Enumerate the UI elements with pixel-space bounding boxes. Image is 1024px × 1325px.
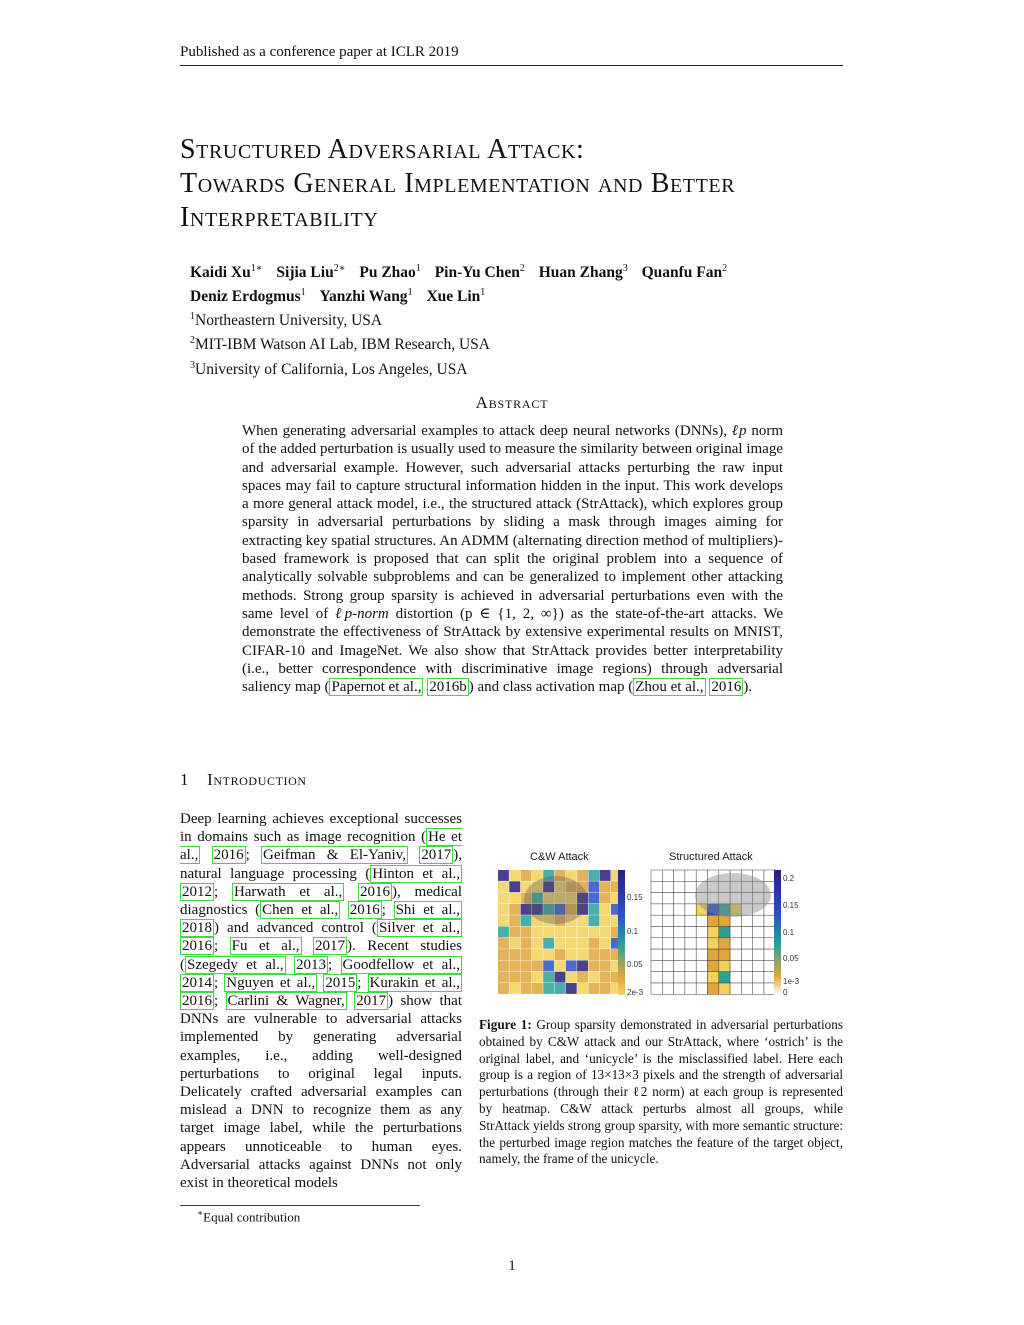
running-header: Published as a conference paper at ICLR 2019 xyxy=(180,44,843,66)
paper-title xyxy=(180,133,860,235)
heatmap-cell xyxy=(521,870,532,881)
colorbar-tick: 0.15 xyxy=(627,893,643,902)
title-line-2: Towards General Implementation and Better xyxy=(180,168,736,199)
heatmap-cell xyxy=(674,904,685,915)
heatmap-cell xyxy=(498,927,509,938)
heatmap-cell xyxy=(764,949,775,960)
heatmap-cell xyxy=(600,972,611,983)
heatmap-cell xyxy=(509,949,520,960)
heatmap-cell xyxy=(566,949,577,960)
heatmap-cell xyxy=(651,938,662,949)
heatmap-cell xyxy=(555,983,566,994)
heatmap-cell xyxy=(566,972,577,983)
citation-link[interactable]: 2012 xyxy=(182,883,212,900)
heatmap-cell xyxy=(730,938,741,949)
citation-link[interactable]: Geifman & El-Yaniv, xyxy=(263,847,406,864)
figure-heatmaps xyxy=(478,845,844,1005)
heatmap-cell xyxy=(577,938,588,949)
citation-link[interactable]: 2016 xyxy=(349,902,380,919)
heatmap-cell xyxy=(498,983,509,994)
heatmap-cell xyxy=(532,972,543,983)
heatmap-cell xyxy=(674,870,685,881)
citation-link[interactable]: Shi et al., xyxy=(395,902,460,919)
heatmap-cell xyxy=(532,938,543,949)
heatmap-cell xyxy=(662,915,673,926)
heatmap-cell xyxy=(600,904,611,915)
heatmap-cell xyxy=(509,972,520,983)
heatmap-cell xyxy=(600,870,611,881)
heatmap-cell xyxy=(532,949,543,960)
heatmap-cell xyxy=(521,949,532,960)
heatmap-cell xyxy=(651,983,662,994)
heatmap-cell xyxy=(764,983,775,994)
title-line-1: Structured Adversarial Attack: xyxy=(180,134,585,165)
heatmap-cell xyxy=(543,983,554,994)
heatmap-cell xyxy=(708,927,719,938)
author-block xyxy=(190,259,850,380)
heatmap-cell xyxy=(719,927,730,938)
citation-link[interactable]: Harwath et al., xyxy=(233,883,343,900)
affiliation: $^3$University of California, Los Angeles, USA xyxy=(190,359,468,378)
heatmap-cell xyxy=(588,870,599,881)
heatmap-cell xyxy=(600,881,611,892)
heatmap-cell xyxy=(588,881,599,892)
title-line-3: Interpretability xyxy=(180,202,379,233)
heatmap-cell xyxy=(498,893,509,904)
heatmap-cell xyxy=(662,893,673,904)
heatmap-cell xyxy=(685,983,696,994)
citation-link[interactable]: 2013 xyxy=(296,956,326,973)
heatmap-cell xyxy=(753,927,764,938)
heatmap-cell xyxy=(696,949,707,960)
heatmap-cell xyxy=(555,960,566,971)
colorbar-tick: 0.1 xyxy=(627,927,639,936)
heatmap-cell xyxy=(753,915,764,926)
heatmap-cell xyxy=(696,938,707,949)
colorbar-tick: 0.15 xyxy=(783,901,799,910)
heatmap-cell xyxy=(498,904,509,915)
heatmap-cell xyxy=(577,949,588,960)
heatmap-cell xyxy=(674,927,685,938)
heatmap-cell xyxy=(674,881,685,892)
heatmap-cell xyxy=(509,927,520,938)
heatmap-cell xyxy=(753,972,764,983)
heatmap-cell xyxy=(662,960,673,971)
heatmap-cell xyxy=(730,972,741,983)
heatmap-cell xyxy=(719,972,730,983)
affiliation: $^1$Northeastern University, USA xyxy=(190,311,383,330)
footnote-rule xyxy=(180,1205,420,1206)
colorbar-tick: 0 xyxy=(783,988,788,997)
heatmap-cell xyxy=(685,960,696,971)
heatmap-cell xyxy=(719,949,730,960)
author-line-1 xyxy=(190,259,850,283)
figure-1 xyxy=(478,845,844,1005)
left-panel-title: C&W Attack xyxy=(530,851,589,863)
heatmap-cell xyxy=(509,881,520,892)
heatmap-cell xyxy=(509,983,520,994)
intro-text: Deep learning achieves exceptional successes in domains such as image recognition ( He et al., 2016 ; Geifman & El-Yaniv, 2017 ), natural language processing ( Hinton et al., 2012 ; Harwath et al., 2016 ), medical diagnostics ( Chen et al., 2016 ; Shi et al., 2018 ) and advanced control ( Silver et al., 2016 ; Fu et al., 2017 ). Recent studies ( Szegedy et al., 2013 ; Goodfellow et al., 2014 ; Nguyen et al., 2015 ; Kurakin et al., 2016 ; Carlini & Wagner, 2017 ) show that DNNs are vulnerable to adversarial attacks implemented by generating adversarial examples, i.e., adding well-designed perturbations to original legal inputs. Delicately crafted adversarial examples can mislead a DNN to recognize them as any target image label, while the perturbations appears unnoticeable to human eyes. Adversarial attacks against DNNs not only exist in theoretical models xyxy=(180,811,463,1192)
heatmap-cell xyxy=(588,972,599,983)
citation-link[interactable]: Papernot et al., xyxy=(331,679,422,696)
heatmap-cell xyxy=(600,893,611,904)
heatmap-cell xyxy=(498,870,509,881)
citation-link[interactable]: Kurakin et al., xyxy=(369,974,461,991)
heatmap-cell xyxy=(719,938,730,949)
citation-link[interactable]: 2017 xyxy=(356,993,387,1010)
heatmap-cell xyxy=(696,915,707,926)
heatmap-cell xyxy=(543,938,554,949)
heatmap-cell xyxy=(509,870,520,881)
heatmap-cell xyxy=(577,983,588,994)
author-name: Sijia Liu$^{2∗}$ xyxy=(276,263,346,282)
colorbar-tick: 0.1 xyxy=(783,928,795,937)
heatmap-cell xyxy=(753,960,764,971)
heatmap-cell xyxy=(651,870,662,881)
heatmap-cell xyxy=(498,915,509,926)
heatmap-cell xyxy=(566,938,577,949)
heatmap-cell xyxy=(600,949,611,960)
heatmap-cell xyxy=(741,915,752,926)
heatmap-cell xyxy=(651,972,662,983)
author-name: Huan Zhang$^3$ xyxy=(538,263,628,282)
citation-link[interactable]: Fu et al., xyxy=(231,938,300,955)
heatmap-cell xyxy=(600,927,611,938)
citation-link[interactable]: 2014 xyxy=(182,974,212,991)
heatmap-cell xyxy=(741,949,752,960)
citation-link[interactable]: Carlini & Wagner, xyxy=(227,993,345,1010)
page-number: 1 xyxy=(508,1258,516,1274)
heatmap-cell xyxy=(708,915,719,926)
citation-link[interactable]: He et al., xyxy=(180,829,462,864)
heatmap-cell xyxy=(588,938,599,949)
heatmap-cell xyxy=(509,893,520,904)
citation-link[interactable]: 2016 xyxy=(213,847,244,864)
heatmap-cell xyxy=(498,949,509,960)
heatmap-cell xyxy=(566,927,577,938)
heatmap-cell xyxy=(651,893,662,904)
author-name: Yanzhi Wang$^1$ xyxy=(319,287,413,306)
heatmap-cell xyxy=(577,927,588,938)
heatmap-cell xyxy=(662,949,673,960)
heatmap-cell xyxy=(730,983,741,994)
heatmap-cell xyxy=(662,870,673,881)
heatmap-cell xyxy=(588,927,599,938)
heatmap-cell xyxy=(577,960,588,971)
heatmap-cell xyxy=(753,938,764,949)
heatmap-cell xyxy=(651,949,662,960)
heatmap-cell xyxy=(730,960,741,971)
heatmap-cell xyxy=(588,983,599,994)
heatmap-cell xyxy=(685,904,696,915)
heatmap-cell xyxy=(588,960,599,971)
author-name: Xue Lin$^1$ xyxy=(426,287,486,306)
heatmap-cell xyxy=(566,983,577,994)
heatmap-cell xyxy=(543,960,554,971)
heatmap-cell xyxy=(764,972,775,983)
heatmap-cell xyxy=(764,938,775,949)
heatmap-cell xyxy=(662,881,673,892)
heatmap-cell xyxy=(662,972,673,983)
heatmap-cell xyxy=(600,983,611,994)
heatmap-cell xyxy=(498,960,509,971)
author-line-2 xyxy=(190,283,850,307)
heatmap-cell xyxy=(600,915,611,926)
heatmap-cell xyxy=(662,938,673,949)
heatmap-cell xyxy=(509,915,520,926)
author-name: Quanfu Fan$^2$ xyxy=(641,263,728,282)
heatmap-cell xyxy=(543,949,554,960)
citation-link[interactable]: 2016b xyxy=(429,679,467,696)
section-heading: 1 Introduction xyxy=(180,770,307,789)
citation-link[interactable]: Nguyen et al., xyxy=(226,974,316,991)
heatmap-cell xyxy=(521,960,532,971)
heatmap-cell xyxy=(753,983,764,994)
citation-link[interactable]: Chen et al., xyxy=(262,902,339,919)
heatmap-cell xyxy=(708,983,719,994)
heatmap-cell xyxy=(764,915,775,926)
heatmap-cell xyxy=(588,893,599,904)
heatmap-cell xyxy=(696,870,707,881)
heatmap-cell xyxy=(685,881,696,892)
heatmap-cell xyxy=(674,960,685,971)
heatmap-cell xyxy=(509,904,520,915)
citation-link[interactable]: 2017 xyxy=(421,847,452,864)
colorbar-tick: 0.05 xyxy=(627,960,643,969)
heatmap-cell xyxy=(696,972,707,983)
citation-link[interactable]: Goodfellow et al., xyxy=(342,956,461,973)
citation-link[interactable]: 2016 xyxy=(182,993,212,1010)
figure-caption: Figure 1: Group sparsity demonstrated in adversarial perturbations obtained by C&W attack and our StrAttack, where ‘ostrich’ is the original label, and ‘unicycle’ is the misclassified label. Here each group is a region of 13×13×3 pixels and the strength of adversarial perturbations (through their ℓ2 norm) at each group is represented by heatmap. C&W attack perturbs almost all groups, while StrAttack yields strong group sparsity, with more semantic structure: the perturbed image region matches the feature of the target object, namely, the frame of the unicycle. xyxy=(479,1017,844,1167)
heatmap-cell xyxy=(532,927,543,938)
citation-link[interactable]: Zhou et al., xyxy=(635,679,704,696)
unicycle-silhouette xyxy=(695,873,771,917)
heatmap-cell xyxy=(764,927,775,938)
author-name: Pu Zhao$^1$ xyxy=(359,263,421,282)
citation-link[interactable]: 2016 xyxy=(711,679,742,696)
citation-link[interactable]: 2015 xyxy=(325,974,356,991)
heatmap-cell xyxy=(662,927,673,938)
heatmap-cell xyxy=(741,983,752,994)
heatmap-cell xyxy=(741,938,752,949)
heatmap-cell xyxy=(588,915,599,926)
author-name: Deniz Erdogmus$^1$ xyxy=(190,287,306,306)
citation-link[interactable]: Hinton et al., xyxy=(372,865,460,882)
heatmap-cell xyxy=(651,927,662,938)
heatmap-cell xyxy=(521,915,532,926)
heatmap-cell xyxy=(498,881,509,892)
heatmap-cell xyxy=(730,927,741,938)
heatmap-cell xyxy=(674,938,685,949)
heatmap-cell xyxy=(588,949,599,960)
heatmap-cell xyxy=(662,904,673,915)
colorbar-tick: 1e-3 xyxy=(783,977,800,986)
heatmap-cell xyxy=(543,972,554,983)
heatmap-cell xyxy=(708,938,719,949)
footnote: ∗Equal contribution xyxy=(197,1208,301,1225)
colorbar-tick: 0.2 xyxy=(783,874,795,883)
heatmap-cell xyxy=(651,960,662,971)
heatmap-cell xyxy=(708,960,719,971)
right-panel-title: Structured Attack xyxy=(669,851,753,863)
heatmap-cell xyxy=(662,983,673,994)
heatmap-cell xyxy=(555,972,566,983)
abstract-text: When generating adversarial examples to attack deep neural networks (DNNs), ℓp norm of the added perturbation is usually used to measure the similarity between original image and adversarial example. However, such adversarial attacks perturbing the raw input spaces may fail to capture structural information hidden in the input. This work develops a more general attack model, i.e., the structured attack (StrAttack), which explores group sparsity in adversarial perturbations by sliding a mask through images aiming for extracting key spatial structures. An ADMM (alternating direction method of multipliers)-based framework is proposed that can split the original problem into a sequence of analytically solvable subproblems and can be generalized to implement other attacking methods. Strong group sparsity is achieved in adversarial perturbations even with the same level of ℓp-norm distortion (p ∈ {1, 2, ∞}) as the state-of-the-art attacks. We demonstrate the effectiveness of StrAttack by extensive experimental results on MNIST, CIFAR-10 and ImageNet. We also show that StrAttack provides better interpretability (i.e., better correspondence with discriminative image regions) through adversarial saliency map ( Papernot et al., 2016b ) and class activation map ( Zhou et al., 2016 ). xyxy=(242,423,784,696)
heatmap-cell xyxy=(741,972,752,983)
colorbar-tick: 2e-3 xyxy=(627,988,644,997)
heatmap-cell xyxy=(600,938,611,949)
heatmap-cell xyxy=(600,960,611,971)
heatmap-cell xyxy=(532,983,543,994)
heatmap-cell xyxy=(719,960,730,971)
citation-link[interactable]: 2016 xyxy=(182,938,212,955)
heatmap-cell xyxy=(651,881,662,892)
heatmap-cell xyxy=(651,915,662,926)
heatmap-cell xyxy=(764,960,775,971)
heatmap-cell xyxy=(685,870,696,881)
heatmap-cell xyxy=(674,972,685,983)
heatmap-cell xyxy=(730,949,741,960)
citation-link[interactable]: 2017 xyxy=(315,938,346,955)
heatmap-cell xyxy=(685,949,696,960)
heatmap-cell xyxy=(521,983,532,994)
heatmap-cell xyxy=(696,960,707,971)
heatmap-cell xyxy=(685,938,696,949)
citation-link[interactable]: Szegedy et al., xyxy=(187,956,284,973)
heatmap-cell xyxy=(577,870,588,881)
ostrich-silhouette xyxy=(524,876,588,924)
abstract-heading: Abstract xyxy=(475,393,549,412)
heatmap-cell xyxy=(685,915,696,926)
heatmap-cell xyxy=(685,893,696,904)
heatmap-cell xyxy=(719,983,730,994)
heatmap-cell xyxy=(577,972,588,983)
heatmap-cell xyxy=(588,904,599,915)
heatmap-cell xyxy=(741,960,752,971)
heatmap-cell xyxy=(708,949,719,960)
right-colorbar xyxy=(774,870,781,995)
left-colorbar xyxy=(618,870,625,995)
heatmap-cell xyxy=(651,904,662,915)
citation-link[interactable]: 2018 xyxy=(182,920,212,937)
heatmap-cell xyxy=(753,949,764,960)
heatmap-cell xyxy=(719,915,730,926)
heatmap-cell xyxy=(741,927,752,938)
heatmap-cell xyxy=(685,972,696,983)
heatmap-cell xyxy=(543,927,554,938)
heatmap-cell xyxy=(764,870,775,881)
author-name: Kaidi $Xu^{1∗}$ xyxy=(190,263,263,282)
colorbar-tick: 0.05 xyxy=(783,954,799,963)
heatmap-cell xyxy=(509,938,520,949)
citation-link[interactable]: Silver et al., xyxy=(378,920,460,937)
heatmap-cell xyxy=(674,893,685,904)
heatmap-cell xyxy=(555,927,566,938)
heatmap-cell xyxy=(696,983,707,994)
heatmap-cell xyxy=(521,972,532,983)
heatmap-cell xyxy=(685,927,696,938)
heatmap-cell xyxy=(674,949,685,960)
heatmap-cell xyxy=(555,949,566,960)
heatmap-cell xyxy=(521,927,532,938)
heatmap-cell xyxy=(509,960,520,971)
heatmap-cell xyxy=(532,960,543,971)
heatmap-cell xyxy=(498,972,509,983)
citation-link[interactable]: 2016 xyxy=(360,883,391,900)
heatmap-cell xyxy=(696,927,707,938)
heatmap-cell xyxy=(674,983,685,994)
heatmap-cell xyxy=(498,938,509,949)
heatmap-cell xyxy=(566,960,577,971)
heatmap-cell xyxy=(521,938,532,949)
heatmap-cell xyxy=(708,972,719,983)
affiliation: $^2$MIT-IBM Watson AI Lab, IBM Research, USA xyxy=(190,335,490,354)
author-name: Pin-Yu Chen$^2$ xyxy=(434,263,525,282)
heatmap-cell xyxy=(555,938,566,949)
heatmap-cell xyxy=(674,915,685,926)
